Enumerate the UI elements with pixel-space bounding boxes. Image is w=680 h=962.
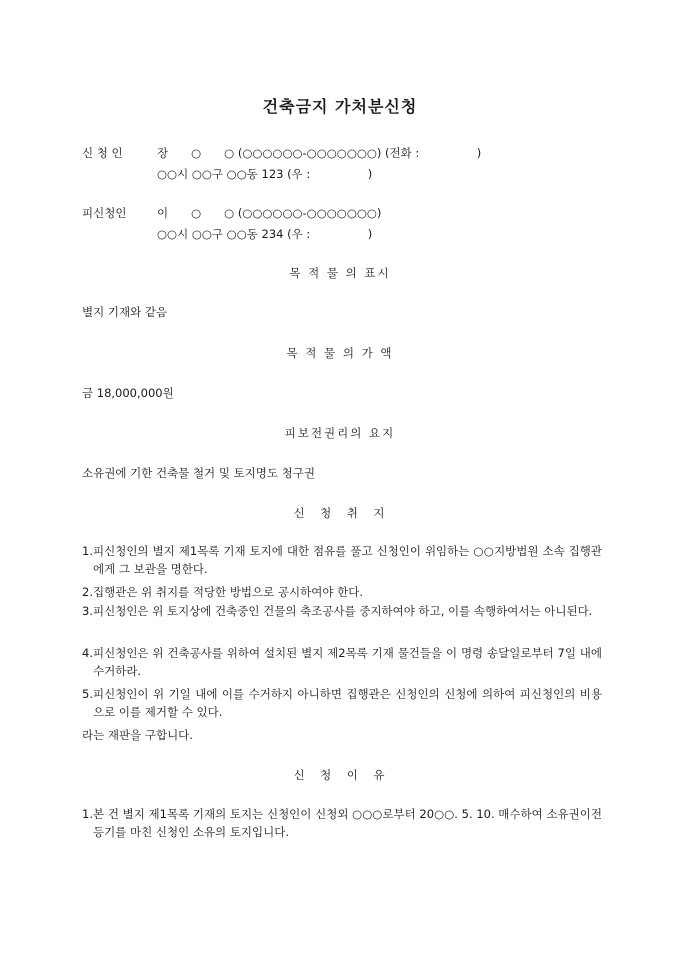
reason-item-text: 본 건 별지 제1목록 기재의 토지는 신청인이 신청외 ○○○로부터 20○○. 5. 10. 매수하여 소유권이전등기를 마친 신청인 소유의 토지입니다.: [93, 807, 602, 839]
value-heading: 목 적 물 의 가 액: [286, 346, 394, 360]
document-title: 건축금지 가처분신청: [262, 97, 418, 116]
purpose-item-text: 피신청인의 별지 제1목록 기재 토지에 대한 점유를 풀고 신청인이 위임하는 ○○지방법원 소속 집행관에게 그 보관을 명한다.: [93, 544, 602, 576]
purpose-item-number: 3.: [82, 604, 93, 618]
reason-item: [82, 806, 602, 841]
purpose-item: [82, 686, 602, 721]
right-heading: 피보전권리의 요지: [284, 426, 396, 440]
purpose-item: [82, 603, 602, 621]
applicant-label: 신 청 인: [82, 146, 123, 160]
purpose-closing: 라는 재판을 구합니다.: [82, 728, 193, 742]
applicant-address-line: ○○시 ○○구 ○○동 123 (우 : ): [157, 167, 373, 181]
purpose-item-number: 1.: [82, 544, 93, 558]
purpose-item-number: 4.: [82, 646, 93, 660]
respondent-address-line: ○○시 ○○구 ○○동 234 (우 : ): [157, 227, 373, 241]
purpose-heading: 신 청 취 지: [293, 506, 387, 520]
purpose-item-number: 2.: [82, 585, 93, 599]
purpose-item-text: 피신청인은 위 토지상에 건축중인 건물의 축조공사를 중지하여야 하고, 이를 속행하여서는 아니된다.: [93, 604, 593, 618]
purpose-item-text: 피신청인이 위 기일 내에 이를 수거하지 아니하면 집행관은 신청인의 신청에 의하여 피신청인의 비용으로 이를 제거할 수 있다.: [93, 687, 602, 719]
reason-item-number: 1.: [82, 807, 93, 821]
purpose-item: [82, 543, 602, 578]
respondent-label: 피신청인: [82, 206, 127, 220]
reason-heading: 신 청 이 유: [293, 768, 387, 782]
value-text: 금 18,000,000원: [82, 386, 174, 400]
applicant-name-line: 장 ○ ○ (○○○○○○-○○○○○○○) (전화 : ): [157, 146, 482, 160]
purpose-item-text: 집행관은 위 취지를 적당한 방법으로 공시하여야 한다.: [93, 585, 363, 599]
purpose-item: [82, 584, 602, 602]
right-text: 소유권에 기한 건축물 철거 및 토지명도 청구권: [82, 466, 316, 480]
respondent-name-line: 이 ○ ○ (○○○○○○-○○○○○○○): [157, 206, 382, 220]
object-text: 별지 기재와 같음: [82, 305, 168, 319]
purpose-item-number: 5.: [82, 687, 93, 701]
object-heading: 목 적 물 의 표시: [289, 266, 391, 280]
purpose-item: [82, 645, 602, 680]
purpose-item-text: 피신청인은 위 건축공사를 위하여 설치된 별지 제2목록 기재 물건들을 이 명령 송달일로부터 7일 내에 수거하라.: [93, 646, 602, 678]
